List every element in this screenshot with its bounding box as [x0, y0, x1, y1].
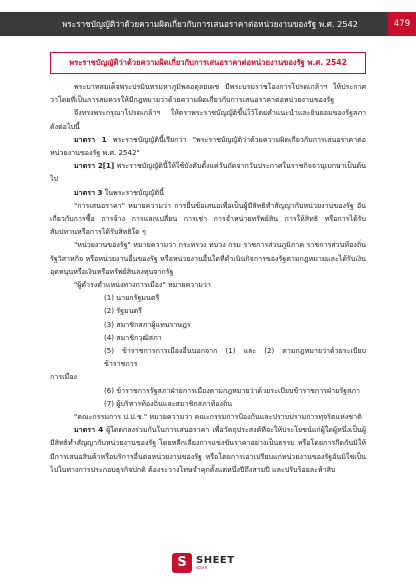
section-1 — [50, 133, 366, 159]
section-1-label: มาตรา 1 — [74, 134, 107, 144]
definition-bidding: "การเสนอราคา" หมายความว่า การยื่นข้อเสนอเพื่อเป็นผู้มีสิทธิทำสัญญากับหน่วยงานของรัฐ อันเกี่ยวกับการซื้อ การจ้าง การแลกเปลี่ยน การเช่า การจำหน่ายทรัพย์สิน การให้สิทธิ หรือการได้รับสัมปทานหรือการได้รับสิทธิใด ๆ — [50, 200, 366, 237]
list-item-3: (3) สมาชิกสภาผู้แทนราษฎร — [104, 319, 191, 329]
document-body — [50, 52, 366, 476]
definition-political-office: "ผู้ดำรงตำแหน่งทางการเมือง" หมายความว่า — [74, 280, 211, 290]
act-title: พระราชบัญญัติว่าด้วยความผิดเกี่ยวกับการเสนอราคาต่อหน่วยงานของรัฐ พ.ศ. 2542 — [50, 52, 366, 74]
intro-paragraph-2: จึงทรงพระกรุณาโปรดเกล้าฯ ให้ตราพระราชบัญญัติขึ้นไว้โดยคำแนะนำและยินยอมของรัฐสภา ดังต่อไปนี้ — [50, 108, 366, 131]
list-item-6: (6) ข้าราชการรัฐสภาฝ่ายการเมืองตามกฎหมายว่าด้วยระเบียบข้าราชการฝ่ายรัฐสภา — [104, 385, 361, 395]
logo-mark: S — [172, 553, 192, 573]
list-item-1: (1) นายกรัฐมนตรี — [104, 293, 160, 303]
running-title: พระราชบัญญัติว่าด้วยความผิดเกี่ยวกับการเสนอราคาต่อหน่วยงานของรัฐ พ.ศ. 2542 — [62, 19, 359, 29]
section-1-text: พระราชบัญญัตินี้เรียกว่า "พระราชบัญญัติว่าด้วยความผิดเกี่ยวกับการเสนอราคาต่อหน่วยงานของรัฐ พ.ศ. 2542" — [50, 134, 366, 158]
page-number: 479 — [388, 12, 416, 36]
intro-paragraph-1: พระบาทสมเด็จพระปรมินทรมหาภูมิพลอดุลยเดช มีพระบรมราชโองการโปรดเกล้าฯ ให้ประกาศว่าโดยที่เป็นการสมควรให้มีกฎหมายว่าด้วยความผิดเกี่ยวกับการเสนอราคาต่อหน่วยงานของรัฐ — [50, 82, 366, 105]
logo-text — [196, 555, 235, 572]
list-item-7: (7) ผู้บริหารท้องถิ่นและสมาชิกสภาท้องถิ่น — [104, 398, 233, 408]
section-2 — [50, 159, 366, 185]
section-4 — [50, 423, 366, 476]
list-item-5: (5) ข้าราชการการเมืองอื่นนอกจาก (1) และ (2) ตามกฎหมายว่าด้วยระเบียบข้าราชการ — [104, 346, 366, 369]
section-2-text: พระราชบัญญัตินี้ให้ใช้บังคับตั้งแต่วันถัดจากวันประกาศในราชกิจจานุเบกษาเป็นต้นไป — [50, 161, 366, 184]
running-header — [0, 12, 388, 36]
section-2-label: มาตรา 2[1] — [74, 161, 115, 171]
definition-nacc: "คณะกรรมการ ป.ป.ช." หมายความว่า คณะกรรมการป้องกันและปราบปรามการทุจริตแห่งชาติ — [74, 412, 362, 422]
logo-subtitle: store — [196, 565, 208, 571]
list-item-5-continuation: การเมือง — [50, 372, 77, 382]
definition-state-agency: "หน่วยงานของรัฐ" หมายความว่า กระทรวง ทบวง กรม ราชการส่วนภูมิภาค ราชการส่วนท้องถิ่น รัฐวิสาหกิจ หรือหน่วยงานอื่นของรัฐ หรือหน่วยงานอื่นใดที่ดำเนินกิจการของรัฐตามกฎหมายและได้รับเงินอุดหนุนหรือเงินหรือทรัพย์สินลงทุนจากรัฐ — [50, 240, 366, 276]
section-3 — [50, 186, 366, 199]
sheet-store-logo — [172, 550, 246, 576]
list-item-4: (4) สมาชิกวุฒิสภา — [104, 332, 162, 342]
section-3-label: มาตรา 3 — [74, 187, 103, 197]
section-4-text: ผู้ใดตกลงร่วมกันในการเสนอราคา เพื่อวัตถุประสงค์ที่จะให้ประโยชน์แก่ผู้ใดผู้หนึ่งเป็นผู้มีสิทธิทำสัญญากับหน่วยงานของรัฐ โดยหลีกเลี่ยงการแข่งขันราคาอย่างเป็นธรรม หรือโดยการกีดกันมิให้มีการเสนอสินค้าหรือบริการอื่นต่อหน่วยงานของรัฐ หรือโดยการเอาเปรียบแก่หน่วยงานของรัฐอันมิใช่เป็นไปในทางการประกอบธุรกิจปกติ ต้องระวางโทษจำคุกตั้งแต่หนึ่งปีถึงสามปี และปรับร้อยละห้าสิบ — [50, 425, 366, 474]
list-item-2: (2) รัฐมนตรี — [104, 306, 142, 316]
section-4-label: มาตรา 4 — [74, 425, 104, 435]
logo-word: SHEET — [196, 554, 235, 566]
section-3-text: ในพระราชบัญญัตินี้ — [104, 187, 164, 197]
